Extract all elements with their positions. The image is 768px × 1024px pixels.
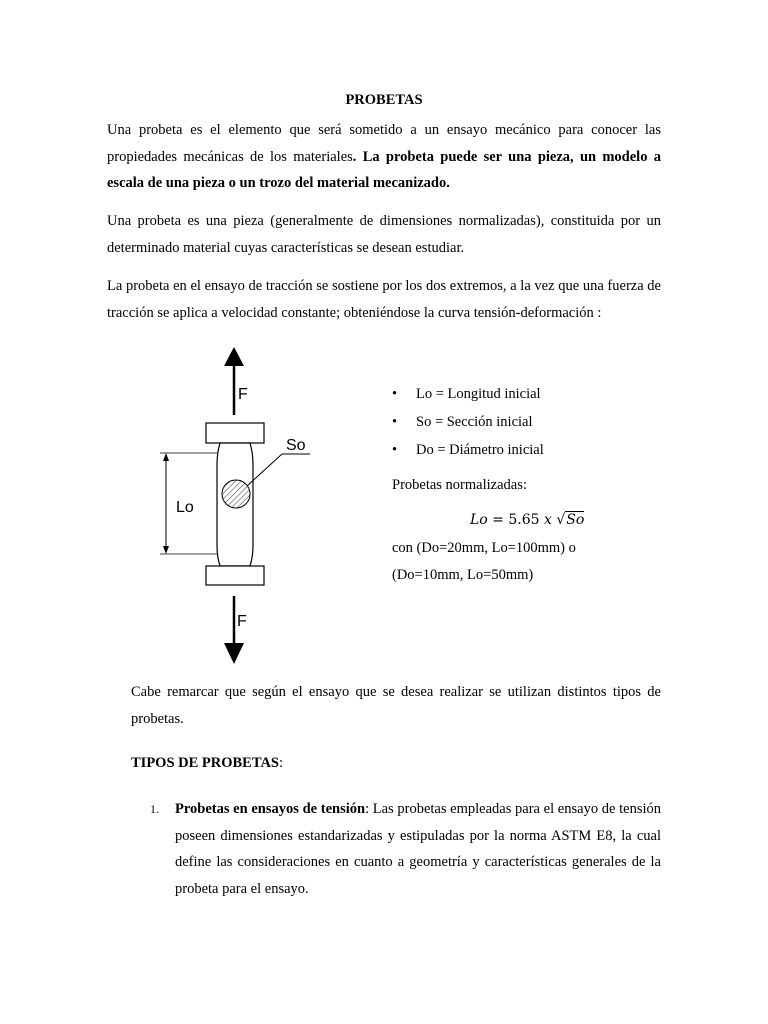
specimen-top-grip [206, 423, 264, 443]
section-heading-text: TIPOS DE PROBETAS [131, 755, 279, 771]
formula-sqrt: √ [556, 512, 566, 528]
length-label: Lo [176, 499, 194, 516]
list-item [175, 796, 661, 902]
specimen-diagram [150, 340, 330, 670]
standard-condition-2: (Do=10mm, Lo=50mm) [392, 567, 534, 583]
list-number: 1. [150, 802, 159, 816]
formula-equals: = 5.65 [487, 512, 544, 528]
paragraph-definition-text-a: Una probeta es el elemento que será sometido a un ensayo mecánico para conocer las propiedades mecánicas de los materiales [107, 122, 661, 165]
list-item: • So = Sección inicial [392, 408, 544, 436]
list-item-title: Probetas en ensayos de tensión [175, 801, 366, 817]
list-item: • Lo = Longitud inicial [392, 380, 544, 408]
standard-condition-1: con (Do=20mm, Lo=100mm) o [392, 540, 576, 556]
formula-times: x [544, 512, 552, 528]
paragraph-definition-text-b: . La probeta puede ser una pieza, un modelo a escala de una pieza o un trozo del material mecanizado. [107, 148, 661, 191]
list-item-text: : Las probetas empleadas para el ensayo de tensión poseen dimensiones estandarizadas y estipuladas por la norma ASTM E8, la cual define las consideraciones en cuanto a geometría y características generales de la probeta para el ensayo. [175, 801, 661, 897]
page-title: PROBETAS [345, 92, 423, 108]
specimen-diagram-svg [150, 340, 330, 670]
specimen-bottom-grip [206, 566, 264, 585]
formula-lhs: Lo [470, 512, 488, 528]
section-label: So [286, 437, 306, 454]
force-arrow-top-head [224, 347, 244, 366]
cross-section-circle [222, 480, 250, 508]
formula-radicand: So [566, 512, 585, 528]
list-item: • Do = Diámetro inicial [392, 436, 544, 464]
variable-definitions-list [392, 380, 544, 464]
gauge-length-formula [470, 508, 584, 532]
paragraph-description: Una probeta es una pieza (generalmente de dimensiones normalizadas), constituida por un determinado material cuyas características se desean estudiar. [107, 213, 661, 256]
section-heading-colon: : [279, 755, 284, 771]
force-label-bottom: F [237, 613, 247, 630]
length-arrow-top [163, 453, 169, 461]
length-arrow-bottom [163, 546, 169, 554]
normalized-specimens-heading: Probetas normalizadas: [392, 477, 527, 493]
force-arrow-bottom-head [224, 643, 244, 664]
force-label-top: F [238, 386, 248, 403]
paragraph-remark: Cabe remarcar que según el ensayo que se desea realizar se utilizan distintos tipos de probetas. [131, 684, 661, 727]
section-heading [131, 751, 283, 775]
paragraph-definition [107, 117, 661, 197]
paragraph-tensile-test: La probeta en el ensayo de tracción se sostiene por los dos extremos, a la vez que una fuerza de tracción se aplica a velocidad constante; obteniéndose la curva tensión-deformación : [107, 278, 661, 321]
